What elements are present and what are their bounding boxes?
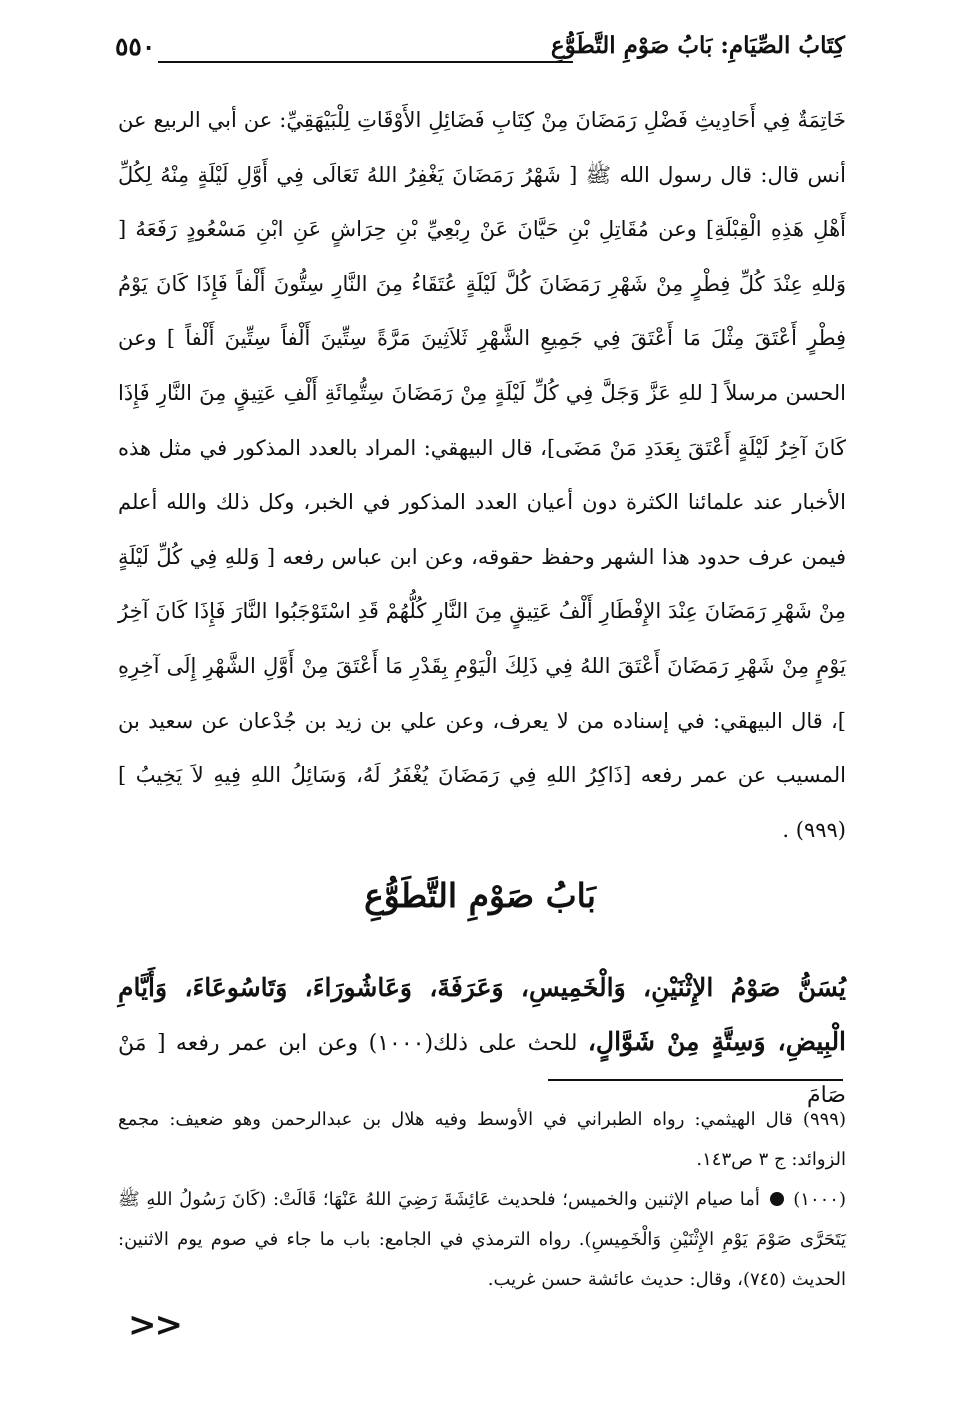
page-number: ٥٥٠: [115, 32, 156, 61]
matn-commentary: للحث على ذلك(١٠٠٠) وعن ابن عمر رفعه [ مَنْ صَامَ: [118, 1031, 846, 1108]
footnote-rule: [548, 1079, 843, 1081]
header-rule: [158, 61, 573, 63]
footnotes: [118, 1100, 846, 1300]
footnote-1000-text: أما صيام الإثنين والخميس؛ فلحديث عَائِشَةَ رَضِيَ اللهُ عَنْهَا؛ قَالَتْ: (كَانَ رَسُولُ اللهِ ﷺ يَتَحَرَّى صَوْمَ يَوْمِ الإِثْنَيْنِ وَالْخَمِيسِ). رواه الترمذي في الجامع: باب ما جاء في صوم يوم الاثنين: الحديث (٧٤٥)، وقال: حديث عائشة حسن غريب.: [118, 1189, 846, 1290]
continue-arrows-icon: >>: [128, 1305, 181, 1345]
footnote-1000: [118, 1180, 846, 1300]
main-text: [118, 93, 846, 857]
matn-paragraph: [118, 962, 846, 1122]
section-heading: بَابُ صَوْمِ التَّطَوُّعِ: [364, 876, 596, 915]
matn-text: يُسَنُّ صَوْمُ الإِثْنَيْنِ، وَالْخَمِيسِ، وَعَرَفَةَ، وَعَاشُورَاءَ، وَتَاسُوعَاءَ، وَأَيَّامِ الْبِيضِ، وَسِتَّةٍ مِنْ شَوَّالٍ،: [118, 973, 847, 1056]
footnote-1000-number: (١٠٠٠): [793, 1189, 846, 1210]
closing-paragraph: خَاتِمَةٌ فِي أَحَادِيثِ فَضْلِ رَمَضَانَ مِنْ كِتَابِ فَضَائِلِ الأَوْقَاتِ لِلْبَيْهَقِيِّ: عن أبي الربيع عن أنس قال: قال رسول الله ﷺ [ شَهْرُ رَمَضَانَ يَغْفِرُ اللهُ تَعَالَى فِي أَوَّلِ لَيْلَةٍ مِنْهُ لِكُلِّ أَهْلِ هَذِهِ الْقِبْلَةِ] وعن مُقَاتِلِ بْنِ حَيَّانَ عَنْ رِبْعِيِّ بْنِ حِرَاشٍ عَنِ ابْنِ مَسْعُودٍ رَفَعَهُ [ وَللهِ عِنْدَ كُلِّ فِطْرٍ مِنْ شَهْرِ رَمَضَانَ كُلَّ لَيْلَةٍ عُتَقَاءُ مِنَ النَّارِ سِتُّونَ أَلْفاً فَإِذَا كَانَ يَوْمُ فِطْرٍ أَعْتَقَ مِثْلَ مَا أَعْتَقَ فِي جَمِيعِ الشَّهْرِ ثَلاَثِينَ مَرَّةً سِتِّينَ أَلْفاً سِتِّينَ أَلْفاً ] وعن الحسن مرسلاً [ للهِ عَزَّ وَجَلَّ فِي كُلِّ لَيْلَةٍ مِنْ رَمَضَانَ سِتُّمِائَةِ أَلْفِ عَتِيقٍ مِنَ النَّارِ فَإِذَا كَانَ آخِرُ لَيْلَةٍ أَعْتَقَ بِعَدَدِ مَنْ مَضَى]، قال البيهقي: المراد بالعدد المذكور في مثل هذه الأخبار عند علمائنا الكثرة دون أعيان العدد المذكور في الخبر، وكل ذلك والله أعلم فيمن عرف حدود هذا الشهر وحفظ حقوقه، وعن ابن عباس رفعه [ وَللهِ فِي كُلِّ لَيْلَةٍ مِنْ شَهْرِ رَمَضَانَ عِنْدَ الإِفْطَارِ أَلْفُ عَتِيقٍ مِنَ النَّارِ كُلُّهُمْ قَدِ اسْتَوْجَبُوا النَّارَ فَإِذَا كَانَ آخِرُ يَوْمٍ مِنْ شَهْرِ رَمَضَانَ أَعْتَقَ اللهُ فِي ذَلِكَ الْيَوْمِ بِقَدْرِ مَا أَعْتَقَ مِنْ أَوَّلِ الشَّهْرِ إِلَى آخِرِهِ ]، قال البيهقي: في إسناده من لا يعرف، وعن علي بن زيد بن جُدْعان عن سعيد بن المسيب عن عمر رفعه [ذَاكِرُ اللهِ فِي رَمَضَانَ يُغْفَرُ لَهُ، وَسَائِلُ اللهِ فِيهِ لاَ يَخِيبُ ](٩٩٩) .: [118, 108, 846, 842]
footnote-999: (٩٩٩) قال الهيثمي: رواه الطبراني في الأوسط وفيه هلال بن عبدالرحمن وهو ضعيف: مجمع الزوائد: ج ٣ ص١٤٣.: [118, 1109, 846, 1170]
running-title: كِتَابُ الصِّيَامِ: بَابُ صَوْمِ التَّطَوُّعِ: [550, 32, 845, 59]
bullet-icon: [770, 1192, 784, 1206]
